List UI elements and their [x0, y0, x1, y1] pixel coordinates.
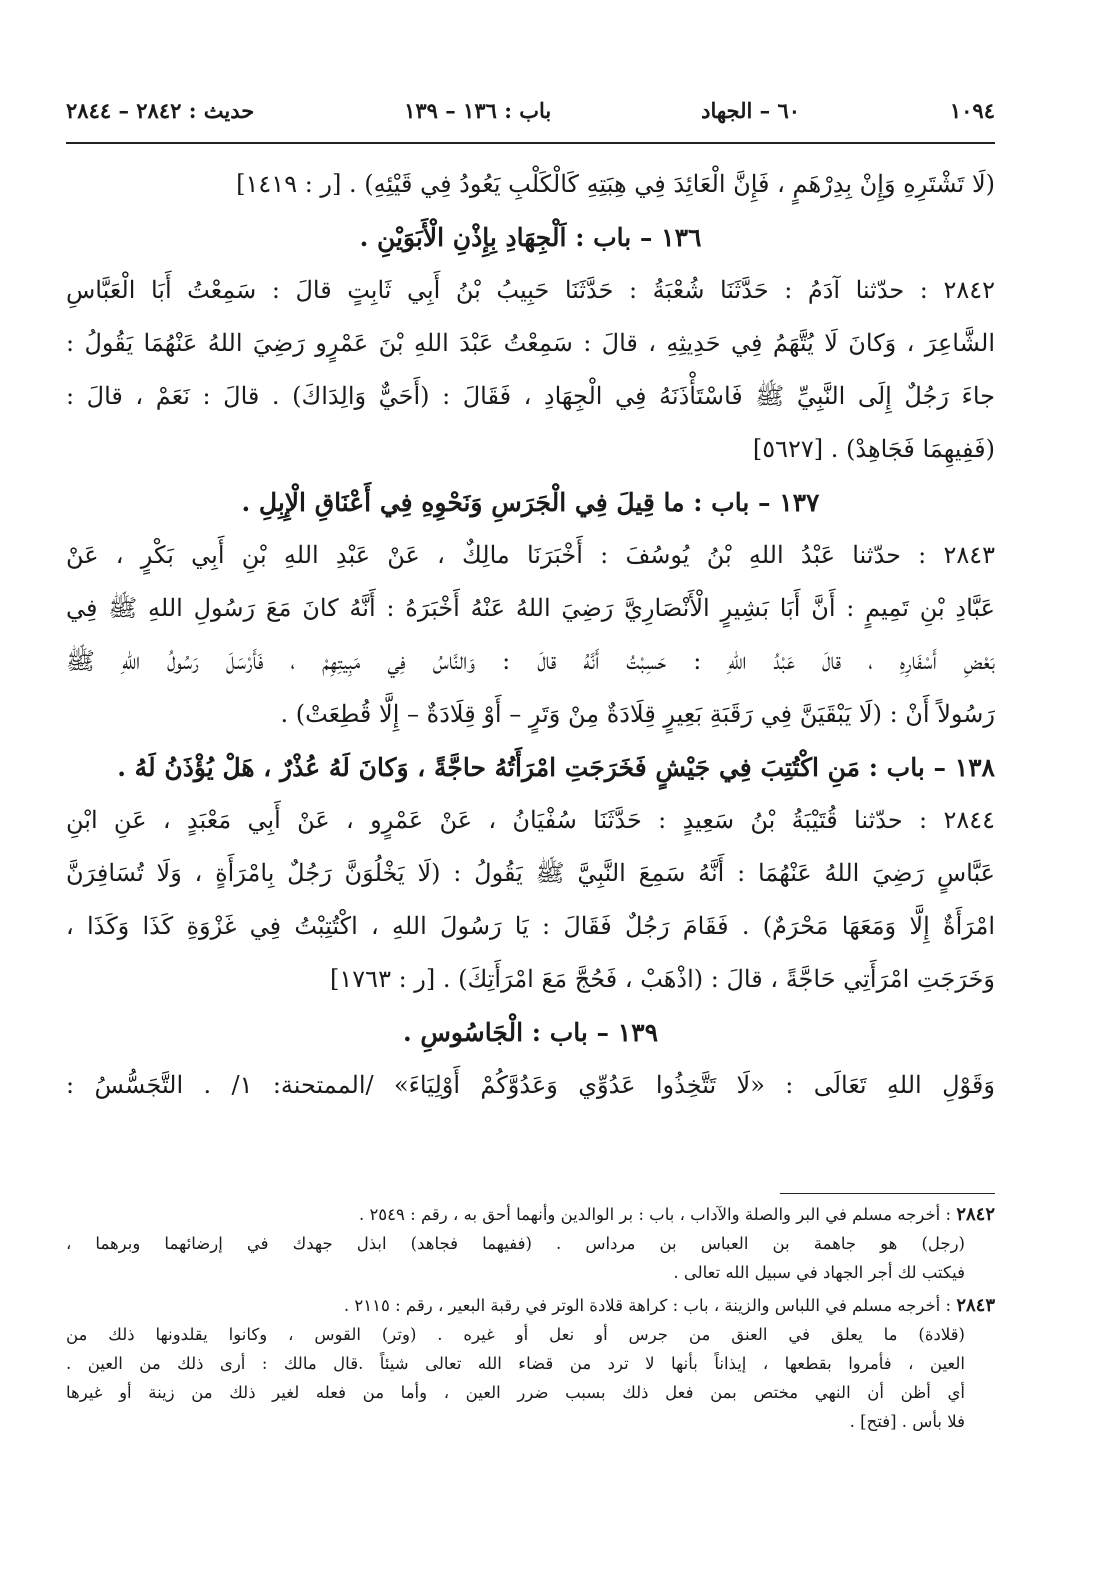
- footnote-text: أخرجه مسلم في اللباس والزينة ، باب : كراهة قلادة الوتر في رقبة البعير ، رقم : ٢١١٥ .: [343, 1296, 941, 1315]
- book-title: ٦٠ – الجهاد: [701, 97, 801, 123]
- footnote-text: أخرجه مسلم في البر والصلة والآداب ، باب : بر الوالدين وأنهما أحق به ، رقم : ٢٥٤٩ .: [358, 1205, 941, 1224]
- chapter-heading: ١٣٦ – باب : اَلْجِهَادِ بِإِذْنِ الْأَبَوَيْنِ .: [359, 223, 702, 252]
- text-line: (فَفِيهِمَا فَجَاهِدْ) . [٥٦٢٧]: [752, 435, 995, 463]
- footnote-note-line: أي أظن أن النهي مختص بمن فعل ذلك بسبب ضرر العين ، وأما من فعله لغير ذلك من زينة أو غيرها: [66, 1383, 965, 1402]
- footnote-note-line: فيكتب لك أجر الجهاد في سبيل الله تعالى .: [673, 1263, 965, 1282]
- text-line: وَخَرَجَتِ امْرَأَتِي حَاجَّةً ، قالَ : (اذْهَبْ ، فَحُجَّ مَعَ امْرَأَتِكَ) . [ر : ١٧٦٣]: [330, 965, 995, 993]
- footnote-note-line: العين ، فأمروا بقطعها ، إيذاناً بأنها لا ترد من قضاء الله تعالى شيئاً .قال مالك : أرى ذلك من العين .: [66, 1354, 965, 1373]
- chapter-heading: ١٣٩ – باب : الْجَاسُوسِ .: [402, 1018, 659, 1047]
- text-line: ٢٨٤٤ : حدّثنا قُتَيْبَةُ بْنُ سَعِيدٍ : حَدَّثَنَا سُفْيَانُ ، عَنْ عَمْرٍو ، عَنْ أَبِي مَعْبَدٍ ، عَنِ ابْنِ: [66, 806, 995, 834]
- hadith-range: حديث : ٢٨٤٢ – ٢٨٤٤: [66, 97, 255, 123]
- page-number: ١٠٩٤: [949, 97, 995, 123]
- footnote-source-line: ٢٨٤٣ : أخرجه مسلم في اللباس والزينة ، باب : كراهة قلادة الوتر في رقبة البعير ، رقم : ٢١١٥ .: [343, 1295, 995, 1316]
- header-range: [404, 98, 551, 123]
- footnote: [66, 1291, 995, 1436]
- text-line: امْرَأَةٌ إِلَّا وَمَعَهَا مَحْرَمٌ) . فَقَامَ رَجُلٌ فَقَالَ : يَا رَسُولَ اللهِ ، اكْتُتِبْتُ فِي غَزْوَةِ كَذَا وَكَذَا ،: [66, 912, 995, 940]
- text-line: جاءَ رَجُلٌ إِلَى النَّبِيِّ ﷺ فَاسْتَأْذَنَهُ فِي الْجِهَادِ ، فَقَالَ : (أَحَيٌّ وَالِدَاكَ) . قالَ : نَعَمْ ، قالَ :: [66, 382, 995, 410]
- text-line: وَقَوْلِ اللهِ تَعَالَى : «لَا تَتَّخِذُوا عَدُوِّي وَعَدُوَّكُمْ أَوْلِيَاءَ» /الممتحنة: ١/ . التَّجَسُّسُ :: [66, 1071, 995, 1099]
- chapter-range: باب : ١٣٦ – ١٣٩: [404, 97, 552, 123]
- footnote-source-line: ٢٨٤٢ : أخرجه مسلم في البر والصلة والآداب ، باب : بر الوالدين وأنهما أحق به ، رقم : ٢٥٤٩ .: [358, 1204, 995, 1225]
- main-text: [66, 158, 995, 1112]
- page-header: [66, 92, 995, 128]
- footnote-note-line: (رجل) هو جاهمة بن العباس بن مرداس . (ففيهما فجاهد) ابذل جهدك في إرضائهما وبرهما ،: [66, 1234, 965, 1253]
- chapter-heading: ١٣٧ – باب : ما قِيلَ فِي الْجَرَسِ وَنَحْوِهِ فِي أَعْنَاقِ الْإِبِلِ .: [241, 488, 820, 517]
- text-line: الشَّاعِرَ ، وَكانَ لَا يُتَّهَمُ فِي حَدِيثِهِ ، قالَ : سَمِعْتُ عَبْدَ اللهِ بْنَ عَمْرٍو رَضِيَ اللهُ عَنْهُمَا يَقُولُ :: [66, 329, 995, 357]
- text-line: ٢٨٤٣ : حدّثنا عَبْدُ اللهِ بْنُ يُوسُفَ : أَخْبَرَنَا مالِكٌ ، عَنْ عَبْدِ اللهِ بْنِ أَبِي بَكْرٍ ، عَنْ: [66, 541, 995, 569]
- text-line: بَعْضِ أَسْفَارِهِ ، قالَ عَبْدُ اللهِ : حَسِبْتُ أَنَّهُ قالَ : وَالنَّاسُ فِي مَبِيتِهِمْ ، فَأَرْسَلَ رَسُولُ اللهِ ﷺ: [66, 647, 995, 675]
- text-line: عَبَّاسٍ رَضِيَ اللهُ عَنْهُمَا : أَنَّهُ سَمِعَ النَّبِيَّ ﷺ يَقُولُ : (لَا يَخْلُوَنَّ رَجُلٌ بِامْرَأَةٍ ، وَلَا تُسَافِرَنَّ: [66, 859, 995, 887]
- text-line: عَبَّادِ بْنِ تَمِيمٍ : أَنَّ أَبَا بَشِيرٍ الْأَنْصَارِيَّ رَضِيَ اللهُ عَنْهُ أَخْبَرَهُ : أَنَّهُ كانَ مَعَ رَسُولِ اللهِ ﷺ فِي: [66, 594, 995, 622]
- header-divider: [66, 142, 995, 144]
- text-line: رَسُولاً أَنْ : (لَا يَبْقَيَنَّ فِي رَقَبَةِ بَعِيرٍ قِلَادَةٌ مِنْ وَتَرٍ – أَوْ قِلَادَةٌ – إِلَّا قُطِعَتْ) .: [280, 700, 995, 728]
- footnote-note-line: (قلادة) ما يعلق في العنق من جرس أو نعل أو غيره . (وتر) القوس ، وكانوا يقلدونها ذلك من: [66, 1325, 965, 1344]
- chapter-heading: ١٣٨ – باب : مَنِ اكْتُتِبَ فِي جَيْشٍ فَخَرَجَتِ امْرَأَتُهُ حاجَّةً ، وَكانَ لَهُ عُذْرٌ ، هَلْ يُؤْذَنُ لَهُ .: [117, 753, 995, 782]
- text-line: (لَا تَشْتَرِهِ وَإِنْ بِدِرْهَمٍ ، فَإِنَّ الْعَائِدَ فِي هِبَتِهِ كَالْكَلْبِ يَعُودُ فِي قَيْئِهِ) . [ر : ١٤١٩]: [236, 170, 995, 198]
- footnote: [66, 1200, 995, 1287]
- footnotes: [66, 1200, 995, 1440]
- footnote-number: ٢٨٤٣: [956, 1295, 995, 1316]
- footnote-note-line: فلا بأس . [فتح] .: [849, 1412, 965, 1431]
- footnote-number: ٢٨٤٢: [956, 1204, 995, 1225]
- footnote-divider: [780, 1193, 995, 1194]
- text-line: ٢٨٤٢ : حدّثنا آدَمُ : حَدَّثَنَا شُعْبَةُ : حَدَّثَنَا حَبِيبُ بْنُ أَبِي ثَابِتٍ قالَ : سَمِعْتُ أَبَا الْعَبَّاسِ: [66, 276, 995, 304]
